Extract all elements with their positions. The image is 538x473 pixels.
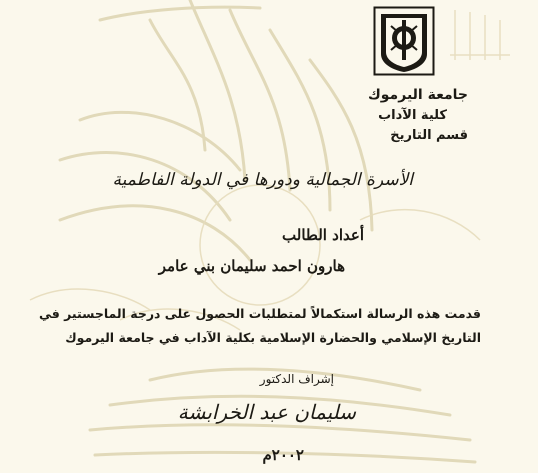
university-name: جامعة اليرموك xyxy=(367,87,468,103)
student-name: هارون احمد سليمان بني عامر xyxy=(158,257,345,275)
submission-statement-line-2: التاريخ الإسلامي والحضارة الإسلامية بكلية الآداب في جامعة اليرموك xyxy=(65,330,481,345)
submission-year: ٢٠٠٢م xyxy=(262,446,304,464)
department-name: قسم التاريخ xyxy=(390,128,468,143)
submission-statement-line-1: قدمت هذه الرسالة استكمالاً لمتطلبات الحصول على درجة الماجستير في xyxy=(38,306,481,321)
supervision-label: إشراف الدكتور xyxy=(259,372,334,386)
college-name: كلية الآداب xyxy=(378,108,447,123)
university-logo-icon xyxy=(373,6,435,76)
supervisor-name: سليمان عبد الخرابشة xyxy=(177,400,356,424)
thesis-title: الأسرة الجمالية ودورها في الدولة الفاطمية xyxy=(112,170,413,190)
prepared-by-label: أعداد الطالب xyxy=(282,226,364,244)
